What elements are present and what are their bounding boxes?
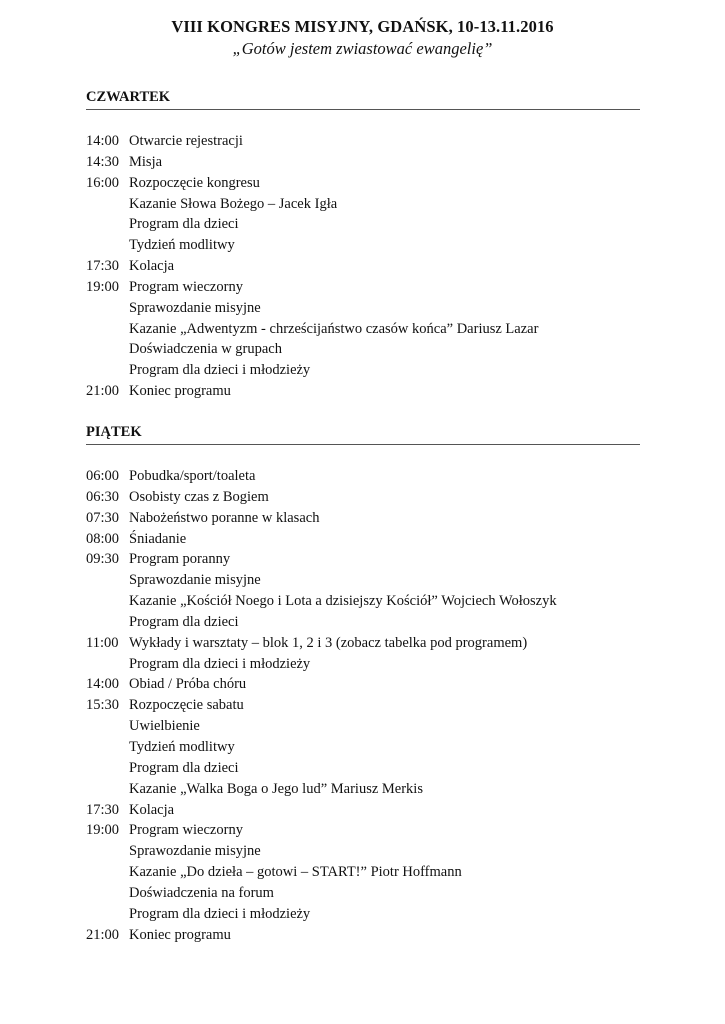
schedule-text: Osobisty czas z Bogiem: [129, 488, 269, 505]
schedule-time: 07:30: [86, 509, 120, 526]
schedule-row: [86, 716, 640, 737]
schedule-time: 16:00: [86, 174, 120, 191]
schedule-text: Wykłady i warsztaty – blok 1, 2 i 3 (zobacz tabelka pod programem): [129, 634, 528, 651]
schedule-row: [86, 883, 640, 904]
schedule-time: 11:00: [86, 634, 119, 651]
schedule-row: [86, 904, 640, 925]
schedule-row: [86, 654, 640, 675]
schedule-time: 06:00: [86, 468, 120, 484]
schedule-text: Tydzień modlitwy: [129, 237, 235, 254]
schedule-text: Program dla dzieci i młodzieży: [129, 905, 311, 922]
schedule-row: [86, 529, 640, 550]
schedule-row: [86, 381, 640, 402]
schedule-row: [86, 173, 640, 194]
schedule-text: Pobudka/sport/toaleta: [129, 468, 256, 484]
schedule-text: Doświadczenia w grupach: [129, 341, 282, 358]
schedule-row: [86, 674, 640, 695]
schedule-text: Otwarcie rejestracji: [129, 133, 243, 149]
schedule-row: [86, 256, 640, 277]
schedule-row: [86, 152, 640, 173]
schedule-row: [86, 235, 640, 256]
schedule-row: [86, 214, 640, 235]
schedule-row: [86, 194, 640, 215]
schedule-row: [86, 841, 640, 862]
schedule-time: 14:00: [86, 133, 120, 149]
schedule-time: 19:00: [86, 822, 120, 839]
schedule-text: Doświadczenia na forum: [129, 884, 274, 901]
schedule-text: Rozpoczęcie sabatu: [129, 697, 244, 714]
document-title: VIII KONGRES MISYJNY, GDAŃSK, 10-13.11.2016: [171, 17, 554, 36]
schedule-text: Kazanie „Kościół Noego i Lota a dzisiejszy Kościół” Wojciech Wołoszyk: [129, 593, 557, 610]
schedule-text: Program wieczorny: [129, 278, 243, 295]
schedule-row: [86, 360, 640, 381]
schedule-time: 06:30: [86, 488, 120, 505]
schedule-text: Koniec programu: [129, 383, 231, 400]
schedule-row: [86, 591, 640, 612]
schedule-time: 21:00: [86, 383, 120, 400]
schedule-section-friday: [86, 422, 640, 945]
schedule-section-thursday: [86, 87, 640, 402]
schedule-text: Kazanie Słowa Bożego – Jacek Igła: [129, 195, 338, 212]
section-heading: PIĄTEK: [86, 422, 640, 445]
schedule-text: Program dla dzieci: [129, 613, 239, 630]
schedule-text: Program dla dzieci i młodzieży: [129, 362, 311, 379]
schedule-text: Sprawozdanie misyjne: [129, 299, 261, 316]
schedule-text: Kolacja: [129, 801, 175, 818]
schedule-row: [86, 466, 640, 487]
schedule-text: Kolacja: [129, 258, 175, 275]
schedule-time: 09:30: [86, 551, 120, 568]
schedule-text: Program wieczorny: [129, 822, 243, 839]
schedule-text: Misja: [129, 153, 163, 170]
schedule-text: Śniadanie: [129, 530, 187, 547]
schedule-row: [86, 737, 640, 758]
schedule-row: [86, 820, 640, 841]
schedule-time: 14:00: [86, 676, 120, 693]
schedule-time: 14:30: [86, 153, 120, 170]
schedule-row: [86, 549, 640, 570]
schedule-text: Uwielbienie: [129, 718, 200, 735]
schedule-row: [86, 633, 640, 654]
schedule-text: Kazanie „Adwentyzm - chrześcijaństwo czasów końca” Dariusz Lazar: [129, 320, 539, 337]
schedule-text: Program dla dzieci: [129, 216, 239, 233]
schedule-row: [86, 612, 640, 633]
schedule-text: Program dla dzieci i młodzieży: [129, 655, 311, 672]
schedule-time: 19:00: [86, 278, 120, 295]
schedule-row: [86, 862, 640, 883]
schedule-text: Kazanie „Walka Boga o Jego lud” Mariusz Merkis: [129, 780, 423, 797]
schedule-row: [86, 925, 640, 946]
schedule-time: 17:30: [86, 801, 120, 818]
schedule-list: [86, 131, 640, 402]
schedule-row: [86, 779, 640, 800]
document-subtitle: „Gotów jestem zwiastować ewangelię”: [232, 39, 493, 58]
schedule-text: Kazanie „Do dzieła – gotowi – START!” Piotr Hoffmann: [129, 864, 462, 881]
schedule-row: [86, 570, 640, 591]
schedule-text: Nabożeństwo poranne w klasach: [129, 509, 320, 526]
section-heading: CZWARTEK: [86, 87, 640, 110]
schedule-time: 21:00: [86, 926, 120, 943]
schedule-time: 08:00: [86, 530, 120, 547]
schedule-list: [86, 466, 640, 945]
schedule-row: [86, 131, 640, 152]
schedule-row: [86, 800, 640, 821]
schedule-text: Rozpoczęcie kongresu: [129, 174, 260, 191]
schedule-row: [86, 277, 640, 298]
schedule-text: Tydzień modlitwy: [129, 738, 235, 755]
schedule-text: Sprawozdanie misyjne: [129, 572, 261, 589]
schedule-text: Program poranny: [129, 551, 231, 568]
schedule-time: 17:30: [86, 258, 120, 275]
schedule-row: [86, 695, 640, 716]
schedule-row: [86, 487, 640, 508]
schedule-text: Program dla dzieci: [129, 759, 239, 776]
schedule-row: [86, 339, 640, 360]
schedule-row: [86, 319, 640, 340]
schedule-time: 15:30: [86, 697, 120, 714]
schedule-row: [86, 758, 640, 779]
schedule-text: Obiad / Próba chóru: [129, 676, 247, 693]
schedule-text: Sprawozdanie misyjne: [129, 843, 261, 860]
schedule-text: Koniec programu: [129, 926, 231, 943]
schedule-row: [86, 508, 640, 529]
schedule-row: [86, 298, 640, 319]
